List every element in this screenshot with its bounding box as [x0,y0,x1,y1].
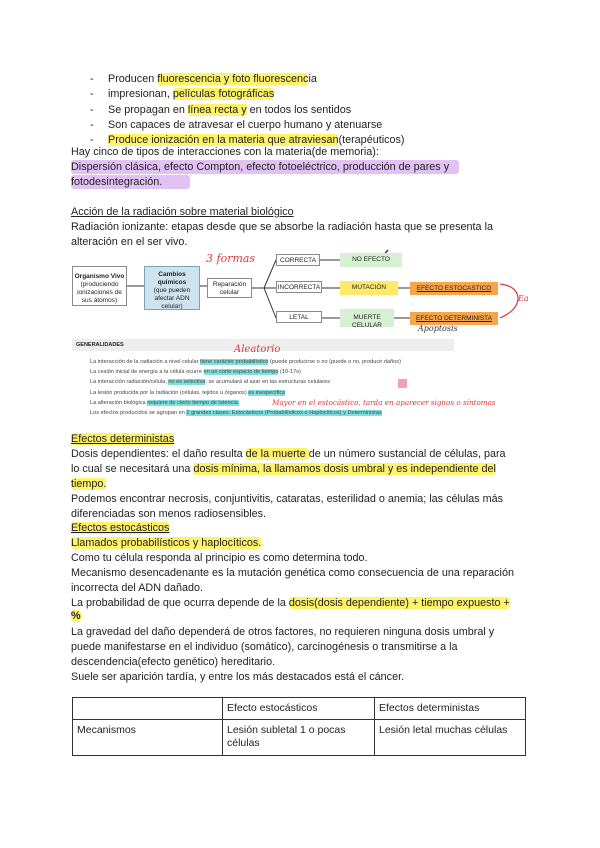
estocasticos-p5: La probabilidad de que ocurra depende de la dosis(dosis dependiente) + tiempo expuesto + [71,597,510,609]
table-cell: Lesión subletal 1 o pocas células [223,720,375,756]
box-reparacion: Reparación celular [207,278,252,298]
list-item: La interacción de la radiación a nivel celular tiene carácter probabilístico (puede producirse o no (puede o no, producir daños) [90,359,401,365]
deterministas-p4: Podemos encontrar necrosis, conjuntivitis, cataratas, esterilidad o anemia; las células más [71,493,504,505]
table-cell: Mecanismos [73,720,223,756]
deterministas-p2: lo cual se necesitará una dosis mínima, la llamamos dosis umbral y es independiente del [71,463,496,475]
list-item: Los efectos producidos se agrupan en 2 grandes clases: Estocásticos (Probabilísticos o Haplocíticos) y Deterministas [90,410,382,417]
handwritten-mayor: Mayor en el estocástico, tarda en aparecer signos o síntomas [272,398,496,407]
interactions-line1: Dispersión clásica, efecto Compton, efecto fotoeléctrico, producción de pares y [71,160,529,175]
estocasticos-p1: Llamados probabilísticos y haplocíticos. [71,537,262,549]
box-mutacion: MUTACIÓN [340,281,398,295]
deterministas-heading: Efectos deterministas [71,433,175,445]
list-item: La interacción radiación/célula, no es selectiva: se acumulará al azar en las estructuras celulares [90,379,331,386]
box-organismo: Organismo Vivo (produciendo ionizaciones de sus átomos) [72,266,127,306]
accion-p1: Radiación ionizante: etapas desde que se absorbe la radiación hasta que se presenta la [71,221,493,233]
box-incorrecta: INCORRECTA [276,281,322,293]
deterministas-p3: tiempo. [71,478,107,490]
box-efecto-estocastico: EFECTO ESTOCASTICO [410,282,498,295]
list-item: La alteración biológica requiere de cierto tiempo de latencia. [90,399,240,406]
table-row [73,720,526,756]
list-item: - impresionan, películas fotográficas [90,87,405,102]
handwritten-formas: 3 formas [206,252,256,265]
box-muerte-celular: MUERTE CELULAR [340,309,394,327]
accion-p2: alteración en el ser vivo. [71,236,188,248]
accion-heading: Acción de la radiación sobre material biológico [71,206,294,218]
estocasticos-p4: incorrecta del ADN dañado. [71,582,204,594]
table-cell [73,698,223,720]
table-header-row [73,698,526,720]
box-efecto-determinista: EFECTO DETERMINISTA [410,312,498,325]
estocasticos-p6: % [71,610,81,622]
list-item: - Son capaces de atravesar el cuerpo humano y atenuarse [90,118,405,133]
estocasticos-p9: descendencia(efecto genético) hereditario. [71,656,276,668]
comparison-table [72,697,526,756]
estocasticos-p10: Suele ser aparición tardía, y entre los más destacados está el cáncer. [71,671,405,683]
table-cell: Efecto estocásticos [223,698,375,720]
box-no-efecto: NO EFECTO [340,253,402,267]
estocasticos-p3: Mecanismo desencadenante es la mutación genética como consecuencia de una reparación [71,567,514,579]
estocasticos-p8: puede manifestarse en el individuo (somático), carcinogénesis o transmitirse a la [71,641,458,653]
table-cell: Lesión letal muchas células [375,720,526,756]
list-item: - Se propagan en línea recta y en todos los sentidos [90,103,405,118]
generalidades-header: GENERALIDADES [72,339,454,351]
handwritten-aleatorio: Aleatorio [234,344,281,355]
list-item: La lesión producida por la radiación (células, tejidos u órganos) es inespecífica [90,389,286,396]
list-item: - Produce ionización en la materia que atraviesan(terapéuticos) [90,133,405,148]
estocasticos-heading: Efectos estocásticos [71,522,170,534]
handwritten-apoptosis: Apoptosis [418,324,458,333]
list-item: La cesión inicial de energía a la célula ocurre en un corto espacio de tiempo (10-17s) [90,369,301,376]
list-item: - Producen fluorescencia y foto fluorescencia [90,72,405,87]
table-cell: Efectos deterministas [375,698,526,720]
properties-list [90,72,405,148]
box-cambios: Cambios químicos (que pueden afectar ADN celular) [144,266,200,310]
estocasticos-p2: Como tu célula responda al principio es como determina todo. [71,552,368,564]
box-letal: LETAL [276,311,322,323]
generalidades-list [90,357,401,418]
pink-sticker [398,379,407,388]
interactions-intro: Hay cinco de tipos de interacciones con la materia(de memoria): [71,146,379,158]
interactions-line2: fotodesintegración. [71,175,529,190]
deterministas-p5: diferenciadas son menos radiosensibles. [71,508,267,520]
estocasticos-p7: La gravedad del daño dependerá de otros factores, no requieren ninguna dosis umbral y [71,626,495,638]
deterministas-p1: Dosis dependientes: el daño resulta de la muerte de un número sustancial de células, para [71,448,506,460]
box-correcta: CORRECTA [276,254,320,266]
radiation-effects-diagram [72,248,532,338]
handwritten-ea: Ea [518,294,529,303]
